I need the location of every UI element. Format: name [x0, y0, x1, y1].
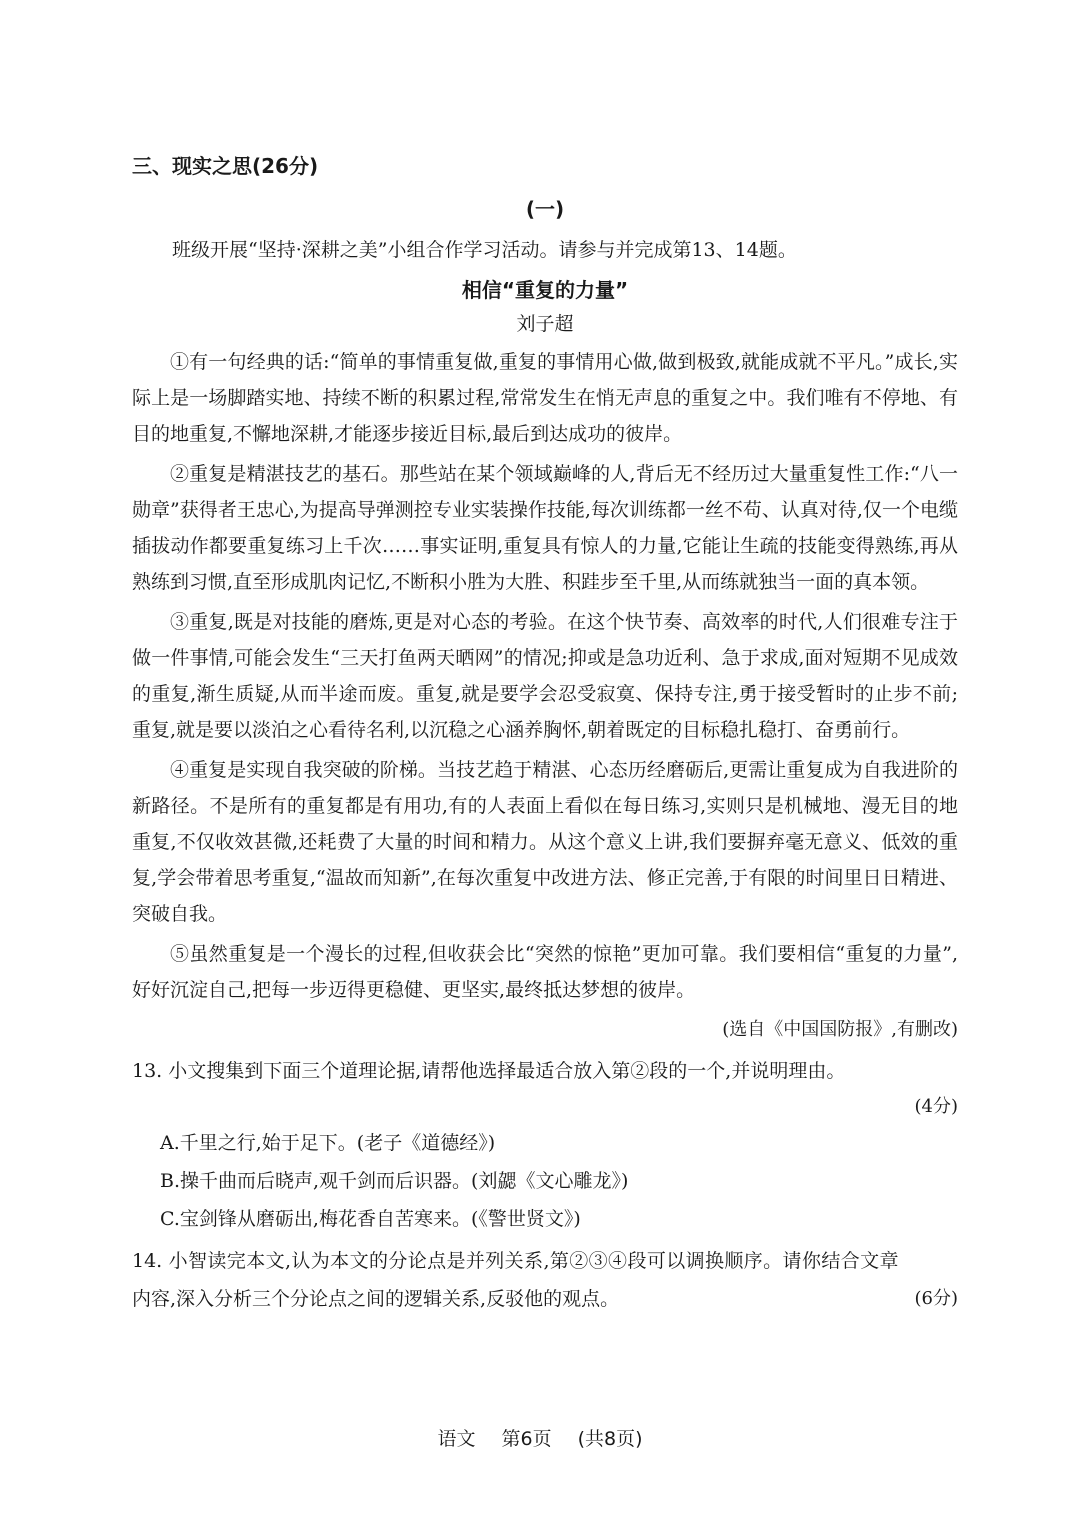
footer-total-pages: (共8页)	[577, 1428, 643, 1450]
question-14	[132, 1238, 958, 1318]
article-title: 相信“重复的力量”	[461, 278, 629, 302]
article-paragraph-1: ①有一句经典的话:“简单的事情重复做,重复的事情用心做,做到极致,就能成就不平凡。”成长,实际上是一场脚踏实地、持续不断的积累过程,常常发生在悄无声息的重复之中。我们唯有不停地、有目的地重复,不懈地深耕,才能逐步接近目标,最后到达成功的彼岸。	[132, 351, 958, 445]
question-13-text: 13. 小文搜集到下面三个道理论据,请帮他选择最适合放入第②段的一个,并说明理由。	[132, 1060, 846, 1082]
question-14-text: 14. 小智读完本文,认为本文的分论点是并列关系,第②③④段可以调换顺序。请你结合文章内容,深入分析三个分论点之间的逻辑关系,反驳他的观点。	[132, 1250, 899, 1310]
question-13	[132, 1052, 958, 1238]
article-paragraph-2: ②重复是精湛技艺的基石。那些站在某个领域巅峰的人,背后无不经历过大量重复性工作:“八一勋章”获得者王忠心,为提高导弹测控专业实装操作技能,每次训练都一丝不苟、认真对待,仅一个电缆插拔动作都要重复练习上千次……事实证明,重复具有惊人的力量,它能让生疏的技能变得熟练,再从熟练到习惯,直至形成肌肉记忆,不断积小胜为大胜、积跬步至千里,从而练就独当一面的真本领。	[132, 463, 958, 593]
article-paragraph-3: ③重复,既是对技能的磨炼,更是对心态的考验。在这个快节奏、高效率的时代,人们很难专注于做一件事情,可能会发生“三天打鱼两天晒网”的情况;抑或是急功近利、急于求成,面对短期不见成效的重复,渐生质疑,从而半途而废。重复,就是要学会忍受寂寞、保持专注,勇于接受暂时的止步不前;重复,就是要以淡泊之心看待名利,以沉稳之心涵养胸怀,朝着既定的目标稳扎稳打、奋勇前行。	[132, 611, 958, 741]
question-14-points: (6分)	[914, 1288, 958, 1309]
page-footer	[0, 1424, 1080, 1451]
article-paragraph-5: ⑤虽然重复是一个漫长的过程,但收获会比“突然的惊艳”更加可靠。我们要相信“重复的力量”,好好沉淀自己,把每一步迈得更稳健、更坚实,最终抵达梦想的彼岸。	[132, 943, 958, 1001]
article-author: 刘子超	[516, 313, 574, 335]
question-13-option-b: B.操千曲而后晓声,观千剑而后识器。(刘勰《文心雕龙》)	[160, 1170, 629, 1192]
subsection-number: (一)	[525, 197, 565, 221]
footer-page-number: 第6页	[501, 1428, 552, 1450]
section-heading: 三、现实之思(26分)	[132, 154, 319, 178]
activity-intro: 班级开展“坚持·深耕之美”小组合作学习活动。请参与并完成第13、14题。	[172, 239, 797, 261]
article-source: (选自《中国国防报》,有删改)	[722, 1019, 958, 1040]
question-13-points: (4分)	[914, 1096, 958, 1117]
article-paragraph-4: ④重复是实现自我突破的阶梯。当技艺趋于精湛、心态历经磨砺后,更需让重复成为自我进阶的新路径。不是所有的重复都是有用功,有的人表面上看似在每日练习,实则只是机械地、漫无目的地重复,不仅收效甚微,还耗费了大量的时间和精力。从这个意义上讲,我们要摒弃毫无意义、低效的重复,学会带着思考重复,“温故而知新”,在每次重复中改进方法、修正完善,于有限的时间里日日精进、突破自我。	[132, 759, 958, 925]
question-13-option-c: C.宝剑锋从磨砺出,梅花香自苦寒来。(《警世贤文》)	[160, 1208, 581, 1230]
question-13-option-a: A.千里之行,始于足下。(老子《道德经》)	[160, 1132, 496, 1154]
footer-subject: 语文	[437, 1428, 476, 1450]
